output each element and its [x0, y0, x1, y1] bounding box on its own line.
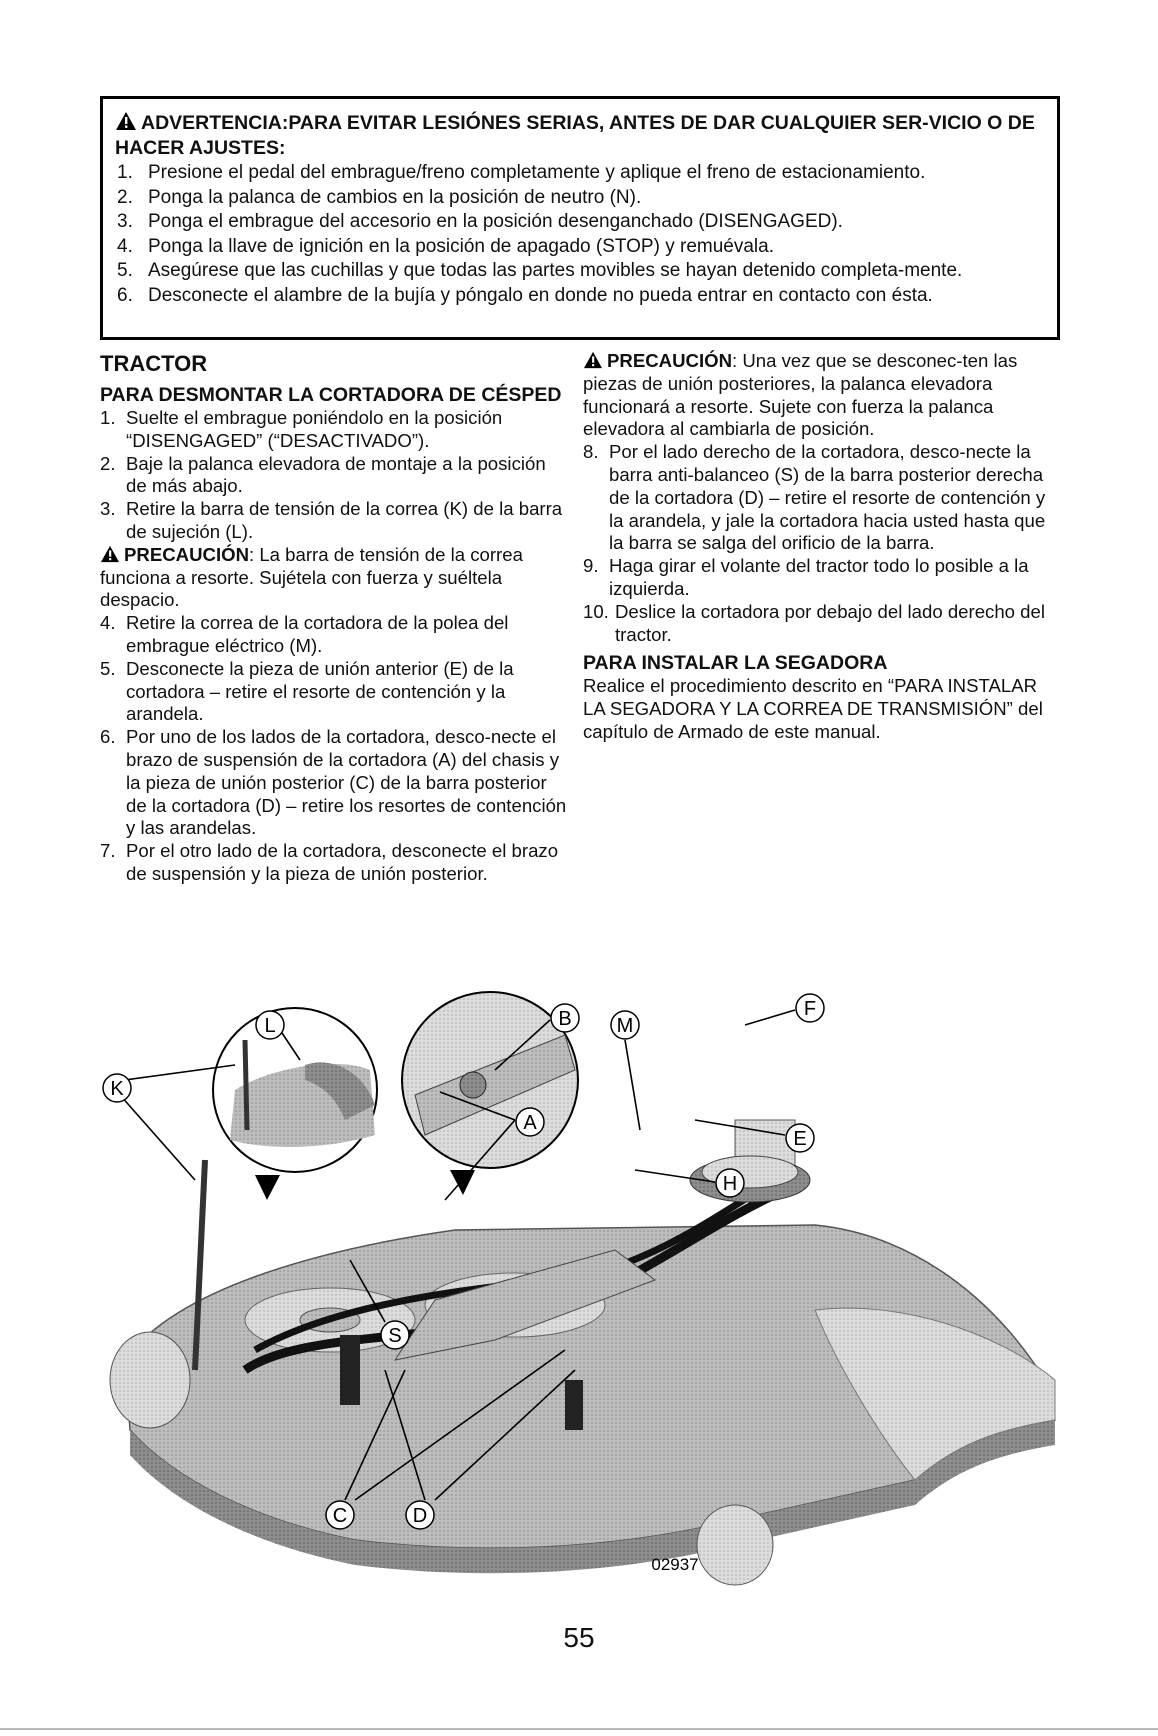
warning-triangle-icon — [100, 545, 120, 563]
caution-text: : La barra de tensión de la correa funciona a resorte. Sujétela con fuerza y suéltela despacio. — [100, 543, 523, 611]
step: 7. Por el otro lado de la cortadora, desconecte el brazo de suspensión y la pieza de unión posterior. — [100, 840, 559, 884]
detail-circle-left — [213, 1008, 377, 1200]
step: 10. Deslice la cortadora por debajo del lado derecho del tractor. — [583, 600, 1045, 645]
page-bottom-edge — [0, 1728, 1158, 1730]
warning-triangle-icon — [115, 111, 137, 131]
warning-item: 6. Desconecte el alambre de la bujía y póngalo en donde no pueda entrar en contacto con ésta. — [117, 284, 933, 306]
warning-item: 1. Presione el pedal del embrague/freno completamente y aplique el freno de estacionamiento. — [117, 162, 926, 183]
label-D: D — [412, 1505, 428, 1527]
step: 4. Retire la correa de la cortadora de la polea del embrague eléctrico (M). — [100, 612, 509, 656]
step: 8. Por el lado derecho de la cortadora, desco-necte la barra anti-balanceo (S) de la barra posterior derecha de la cortadora (D) – retire el resorte de contención y la arandela, y jale la cortadora hacia usted hasta que la barra se salga del orificio de la barra. — [583, 441, 1046, 554]
label-A: A — [523, 1112, 537, 1134]
warning-item: 2. Ponga la palanca de cambios en la posición de neutro (N). — [117, 186, 642, 208]
left-column — [100, 350, 570, 886]
label-M: M — [616, 1015, 634, 1037]
warning-item: 3. Ponga el embrague del accesorio en la posición desenganchado (DISENGAGED). — [117, 211, 843, 232]
caution-note — [583, 350, 1063, 441]
caution-text: : Una vez que se desconec-ten las piezas de unión posteriores, la palanca elevadora funcionará a resorte. Sujete con fuerza la palanca elevadora al cambiarla de posición. — [583, 350, 1018, 440]
caution-label: PRECAUCIÓN — [607, 350, 732, 371]
warning-item: 5. Asegúrese que las cuchillas y que todas las partes movibles se hayan detenido completa-mente. — [117, 260, 963, 281]
label-H: H — [722, 1173, 738, 1195]
label-B: B — [558, 1008, 572, 1030]
warning-list — [115, 161, 1047, 308]
warning-title — [115, 111, 1047, 161]
step: 3. Retire la barra de tensión de la correa (K) de la barra de sujeción (L). — [100, 498, 563, 542]
label-C: C — [332, 1505, 348, 1527]
mower-deck-illustration — [95, 998, 1070, 1610]
label-F: F — [803, 998, 817, 1020]
warning-title-text: ADVERTENCIA:PARA EVITAR LESIÓNES SERIAS, ANTES DE DAR CUALQUIER SER-VICIO O DE HACER AJUSTES: — [115, 112, 1035, 159]
warning-triangle-icon — [583, 351, 603, 369]
step: 6. Por uno de los lados de la cortadora, desco-necte el brazo de suspensión de la cortadora (A) del chasis y la pieza de unión posterior (C) de la barra posterior de la cortadora (D) – retire los resortes de contención y las arandelas. — [100, 726, 567, 839]
label-K: K — [110, 1078, 124, 1100]
label-S: S — [388, 1325, 402, 1347]
subheading-remove-mower: PARA DESMONTAR LA CORTADORA DE CÉSPED — [100, 384, 562, 406]
subheading-install-mower: PARA INSTALAR LA SEGADORA — [583, 652, 888, 675]
label-L: L — [264, 1015, 276, 1037]
right-column — [583, 350, 1063, 744]
part-number: 02937 — [651, 1555, 699, 1574]
step: 9. Haga girar el volante del tractor todo lo posible a la izquierda. — [583, 555, 1029, 599]
section-heading-tractor: TRACTOR — [100, 351, 208, 376]
caution-label: PRECAUCIÓN — [124, 543, 249, 565]
page-number: 55 — [563, 1622, 595, 1653]
step: 1. Suelte el embrague poniéndolo en la posición “DISENGAGED” (“DESACTIVADO”). — [100, 407, 503, 451]
step: 2. Baje la palanca elevadora de montaje a la posición de más abajo. — [100, 452, 546, 497]
install-paragraph: Realice el procedimiento descrito en “PARA INSTALAR LA SEGADORA Y LA CORREA DE TRANSMISIÓN” del capítulo de Armado de este manual. — [583, 675, 1043, 742]
warning-item: 4. Ponga la llave de ignición en la posición de apagado (STOP) y remuévala. — [117, 235, 774, 257]
caution-note — [100, 544, 570, 612]
warning-box — [100, 96, 1060, 340]
step: 5. Desconecte la pieza de unión anterior (E) de la cortadora – retire el resorte de contención y la arandela. — [100, 657, 514, 725]
label-E: E — [793, 1128, 807, 1150]
mower-deck — [110, 1120, 1055, 1585]
